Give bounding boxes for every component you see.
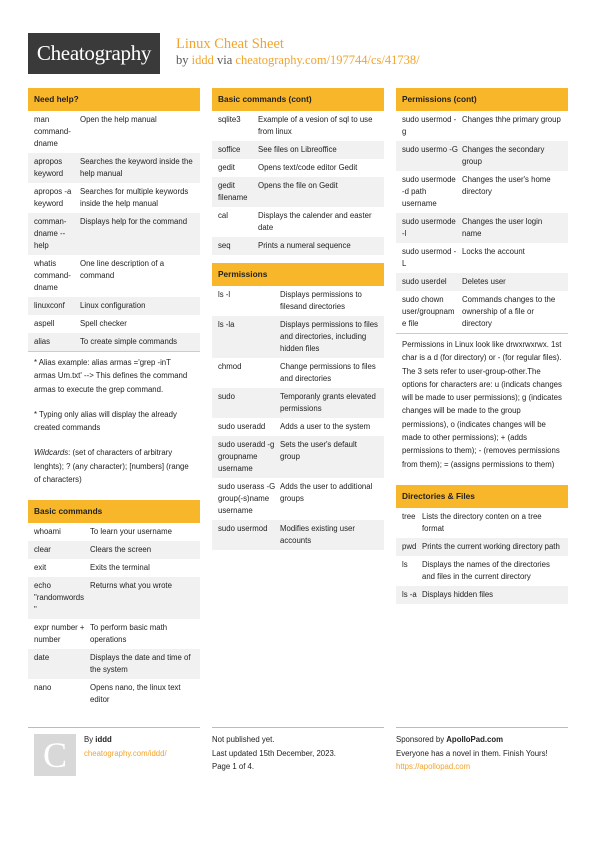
sheet-url-link[interactable]: cheatography.com/197744/cs/41738/ xyxy=(235,53,420,67)
table-row xyxy=(396,273,568,291)
command-cell: echo "randomwords" xyxy=(34,581,85,615)
table-row xyxy=(212,286,384,316)
table-row xyxy=(212,177,384,207)
command-cell: soffice xyxy=(218,145,241,154)
description-cell: Modifies existing user accounts xyxy=(280,524,355,545)
command-cell: sudo useradd xyxy=(218,422,266,431)
description-cell: Displays hidden files xyxy=(422,589,494,599)
description-cell: Returns what you wrote xyxy=(90,581,172,591)
section-directories-files xyxy=(396,485,568,604)
footer-sponsor xyxy=(396,727,568,774)
command-cell: ls -a xyxy=(402,589,417,599)
table-row xyxy=(28,183,200,213)
table xyxy=(396,508,568,604)
description-cell: Changes the secondary group xyxy=(462,145,545,166)
section-header: Need help? xyxy=(28,88,200,111)
author-name[interactable]: iddd xyxy=(95,735,112,744)
footer-status xyxy=(212,727,384,774)
description-cell: Commands changes to the ownership of a file or directory xyxy=(462,295,556,328)
table-row xyxy=(212,237,384,255)
command-cell: sudo useradd -g groupname username xyxy=(218,440,275,473)
column-3 xyxy=(396,88,568,612)
command-cell: clear xyxy=(34,545,51,555)
description-cell: One line description of a command xyxy=(80,259,165,280)
table-row xyxy=(396,508,568,538)
byline xyxy=(176,53,420,68)
description-cell: Prints the current working directory path xyxy=(422,541,560,551)
table-row xyxy=(28,213,200,255)
command-cell: ls -l xyxy=(218,290,231,299)
section-basic-commands xyxy=(28,500,200,709)
table-row xyxy=(28,619,200,649)
table-row xyxy=(212,141,384,159)
sponsor-line xyxy=(396,733,568,747)
command-cell: nano xyxy=(34,683,52,693)
command-cell: sqlite3 xyxy=(218,115,241,124)
table-row xyxy=(212,478,384,520)
command-cell: sudo usermode -d path username xyxy=(402,175,456,208)
section-header: Basic commands (cont) xyxy=(212,88,384,111)
command-cell: whatis command-dname xyxy=(34,259,71,292)
command-cell: chmod xyxy=(218,362,242,371)
last-updated: Last updated 15th December, 2023. xyxy=(212,748,336,758)
table-row xyxy=(212,207,384,237)
section-basic-commands-cont xyxy=(212,88,384,255)
description-cell: Lists the directory conten on a tree format xyxy=(422,511,542,533)
table-row xyxy=(212,388,384,418)
column-1 xyxy=(28,88,200,717)
command-cell: tree xyxy=(402,511,416,521)
description-cell: Changes thhe primary group xyxy=(462,115,561,124)
table-row xyxy=(28,111,200,153)
author-url[interactable]: cheatography.com/iddd/ xyxy=(84,748,167,758)
command-cell: date xyxy=(34,653,50,663)
table-row xyxy=(28,315,200,333)
table xyxy=(396,111,568,333)
description-cell: Linux configuration xyxy=(80,301,146,310)
table-row xyxy=(28,297,200,315)
by-label: By xyxy=(84,735,94,744)
section-need-help xyxy=(28,88,200,492)
table-row xyxy=(396,243,568,273)
wildcards-label: Wildcards xyxy=(34,448,69,458)
description-cell: Opens nano, the linux text editor xyxy=(90,683,181,705)
table-row xyxy=(28,523,200,541)
table-row xyxy=(212,418,384,436)
command-cell: sudo usermode -l xyxy=(402,217,456,238)
table-row xyxy=(212,436,384,478)
command-cell: sudo usermo -G xyxy=(402,145,458,154)
description-cell: Searches the keyword inside the help manual xyxy=(80,157,193,178)
description-cell: Changes the user's home directory xyxy=(462,175,551,196)
command-cell: comman-dname -- help xyxy=(34,217,67,250)
description-cell: Searches for multiple keywords inside the help manual xyxy=(80,187,189,208)
section-note xyxy=(28,351,200,492)
command-cell: sudo userdel xyxy=(402,277,447,286)
description-cell: Example of a vesion of sql to use from linux xyxy=(258,115,373,136)
description-cell: Exits the terminal xyxy=(90,563,150,573)
description-cell: Prints a numeral sequence xyxy=(258,241,351,250)
sponsor-name[interactable]: ApolloPad.com xyxy=(446,735,504,744)
command-cell: aspell xyxy=(34,319,55,328)
command-cell: gedit xyxy=(218,163,235,172)
author-avatar[interactable]: C xyxy=(34,734,76,776)
section-permissions xyxy=(212,263,384,550)
command-cell: sudo usermod xyxy=(218,524,268,533)
description-cell: Opens text/code editor Gedit xyxy=(258,163,358,172)
author-link[interactable]: iddd xyxy=(191,53,214,67)
sponsor-url[interactable]: https://apollopad.com xyxy=(396,762,471,771)
table-row xyxy=(396,111,568,141)
description-cell: Adds a user to the system xyxy=(280,422,371,431)
description-cell: To perform basic math operations xyxy=(90,623,168,645)
command-cell: seq xyxy=(218,241,231,250)
command-cell: sudo chown user/groupname file xyxy=(402,295,455,328)
table-row xyxy=(212,358,384,388)
footer-author xyxy=(28,727,200,787)
section-permissions-cont xyxy=(396,88,568,477)
table-row xyxy=(28,153,200,183)
table-row xyxy=(28,255,200,297)
command-cell: sudo usermod -g xyxy=(402,115,457,136)
command-cell: apropos keyword xyxy=(34,157,64,178)
command-cell: ls xyxy=(402,559,408,569)
table-row xyxy=(396,586,568,604)
table-row xyxy=(28,649,200,679)
description-cell: To create simple commands xyxy=(80,337,178,346)
command-cell: linuxconf xyxy=(34,301,65,310)
command-cell: cal xyxy=(218,211,228,220)
section-header: Permissions (cont) xyxy=(396,88,568,111)
description-cell: Adds the user to additional groups xyxy=(280,482,373,503)
note-alias-example: * Alias example: alias armas ='grep -inT armas Um.txt' --> This defines the command armas to execute the grep command. xyxy=(34,358,188,394)
command-cell: exit xyxy=(34,563,47,573)
command-cell: whoami xyxy=(34,527,61,537)
sponsor-label: Sponsored by xyxy=(396,735,445,744)
table-row xyxy=(28,577,200,619)
table-row xyxy=(28,541,200,559)
description-cell: Changes the user login name xyxy=(462,217,543,238)
description-cell: Displays permissions to files and directories, including hidden files xyxy=(280,320,378,353)
command-cell: ls -la xyxy=(218,320,235,329)
table-row xyxy=(212,111,384,141)
description-cell: To learn your username xyxy=(90,527,172,537)
description-cell: Clears the screen xyxy=(90,545,152,555)
cheatography-logo[interactable]: Cheatography xyxy=(28,33,160,74)
section-header: Permissions xyxy=(212,263,384,286)
command-cell: gedit filename xyxy=(218,181,248,202)
table-row xyxy=(396,556,568,586)
description-cell: Sets the user's default group xyxy=(280,440,357,461)
table-row xyxy=(396,141,568,171)
command-cell: pwd xyxy=(402,541,417,551)
table-row xyxy=(396,171,568,213)
permissions-note: Permissions in Linux look like drwxrwxrwx. 1st char is a d (for directory) or - (for regular files). The 3 sets refer to user-group-other.The options for characters are: u (indicats changes will be made to user permissions); g (indicates changes will be made to the group permissions), o (indicates changes will be made to other permissions); + (adds permissions to them); - (removes permissions from them); = (assigns permissions to them) xyxy=(396,333,568,477)
wildcards-text: : (set of characters of arbitrary lenghts); ? (any character); [numbers] (range of characters) xyxy=(34,448,189,485)
command-cell: man command-dname xyxy=(34,115,71,148)
description-cell: Open the help manual xyxy=(80,115,157,124)
table xyxy=(212,286,384,550)
command-cell: sudo userass -G group(-s)name username xyxy=(218,482,276,515)
note-alias-list: * Typing only alias will display the already created commands xyxy=(34,409,177,433)
published-status: Not published yet. xyxy=(212,735,275,744)
description-cell: Displays the calender and easter date xyxy=(258,211,372,232)
description-cell: Temporanly grants elevated permissions xyxy=(280,392,376,413)
command-cell: sudo usermod -L xyxy=(402,247,457,268)
command-cell: apropos -a keyword xyxy=(34,187,72,208)
command-cell: sudo xyxy=(218,392,235,401)
by-label: by xyxy=(176,53,189,67)
description-cell: See files on Libreoffice xyxy=(258,145,337,154)
column-2 xyxy=(212,88,384,558)
table-row xyxy=(212,316,384,358)
description-cell: Opens the file on Gedit xyxy=(258,181,338,190)
sponsor-text: Everyone has a novel in them. Finish Yours! xyxy=(396,748,548,758)
table-row xyxy=(396,213,568,243)
command-cell: alias xyxy=(34,337,51,346)
table-row xyxy=(28,559,200,577)
section-header: Basic commands xyxy=(28,500,200,523)
page-title: Linux Cheat Sheet xyxy=(176,36,284,52)
table xyxy=(212,111,384,255)
description-cell: Displays the names of the directories and files in the current directory xyxy=(422,559,550,581)
page-number: Page 1 of 4. xyxy=(212,762,255,771)
description-cell: Spell checker xyxy=(80,319,127,328)
table-row xyxy=(28,679,200,709)
table-row xyxy=(396,291,568,333)
table-row xyxy=(212,159,384,177)
description-cell: Displays permissions to filesand directories xyxy=(280,290,362,311)
description-cell: Deletes user xyxy=(462,277,506,286)
description-cell: Locks the account xyxy=(462,247,525,256)
table-row xyxy=(212,520,384,550)
table xyxy=(28,111,200,351)
description-cell: Change permissions to files and directories xyxy=(280,362,376,383)
section-header: Directories & Files xyxy=(396,485,568,508)
table-row xyxy=(28,333,200,351)
note-wildcards xyxy=(34,446,194,486)
table xyxy=(28,523,200,709)
table-row xyxy=(396,538,568,556)
description-cell: Displays the date and time of the system xyxy=(90,653,191,675)
author-info xyxy=(84,733,200,760)
command-cell: expr number + number xyxy=(34,623,85,645)
description-cell: Displays help for the command xyxy=(80,217,188,226)
via-label: via xyxy=(216,53,233,67)
